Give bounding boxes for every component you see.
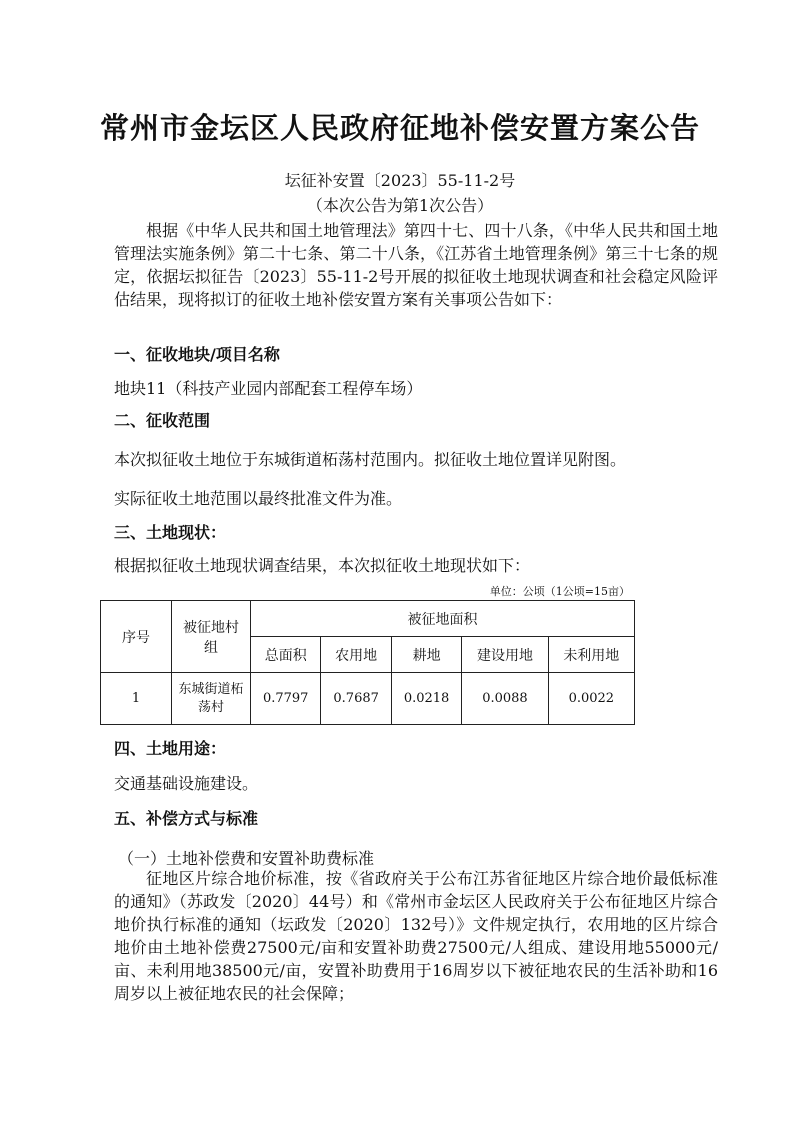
intro-paragraph: 根据《中华人民共和国土地管理法》第四十七、四十八条，《中华人民共和国土地管理法实施条例》第二十七条、第二十八条，《江苏省土地管理条例》第三十七条的规定，依据坛拟征告〔2023〕55-11-2号开展的拟征收土地现状调查和社会稳定风险评估结果，现将拟订的征收土地补偿安置方案有关事项公告如下： [114,221,718,309]
land-area-table [100,600,635,725]
table-unit-note: 单位：公顷（1公顷=15亩） [489,585,630,598]
table-subheader-cultivated: 耕地 [391,637,461,673]
table-row [101,673,635,725]
table-header-area-group: 被征地面积 [251,601,635,637]
section-3-heading: 三、土地现状： [114,523,227,542]
table-cell-unused: 0.0022 [548,673,634,725]
table-subheader-total: 总面积 [251,637,321,673]
table-cell-village: 东城街道柘荡村 [172,673,251,725]
section-3-text: 根据拟征收土地现状调查结果，本次拟征收土地现状如下： [114,556,531,575]
section-5-heading: 五、补偿方式与标准 [114,809,259,828]
table-header-village: 被征地村组 [172,601,251,673]
section-2-heading: 二、征收范围 [114,411,211,430]
table-subheader-construction: 建设用地 [462,637,548,673]
table-cell-cultivated: 0.0218 [391,673,461,725]
page-title: 常州市金坛区人民政府征地补偿安置方案公告 [99,111,700,145]
section-1-text: 地块11（科技产业园内部配套工程停车场） [114,379,423,398]
section-2-text-2: 实际征收土地范围以最终批准文件为准。 [114,489,403,508]
section-4-heading: 四、土地用途： [114,739,227,758]
section-1-heading: 一、征收地块/项目名称 [114,345,280,364]
table-subheader-agricultural: 农用地 [321,637,391,673]
section-2-text-1: 本次拟征收土地位于东城街道柘荡村范围内。拟征收土地位置详见附图。 [114,450,627,469]
table-cell-agricultural: 0.7687 [321,673,391,725]
document-number: 坛征补安置〔2023〕55-11-2号 [284,171,516,190]
table-cell-total: 0.7797 [251,673,321,725]
table-cell-index: 1 [101,673,172,725]
notice-number: （本次公告为第1次公告） [306,196,494,215]
section-4-text: 交通基础设施建设。 [114,774,259,793]
table-subheader-unused: 未利用地 [548,637,634,673]
section-5-paragraph: 征地区片综合地价标准，按《省政府关于公布江苏省征地区片综合地价最低标准的通知》（苏政发〔2020〕44号）和《常州市金坛区人民政府关于公布征地区片综合地价执行标准的通知（坛政发〔2020〕132号）》文件规定执行，农用地的区片综合地价由土地补偿费27500元/亩和安置补助费27500元/人组成、建设用地55000元/亩、未利用地38500元/亩，安置补助费用于16周岁以下被征地农民的生活补助和16周岁以上被征地农民的社会保障； [114,869,718,1003]
table-header-index: 序号 [101,601,172,673]
section-5-subheading: （一）土地补偿费和安置补助费标准 [118,849,375,868]
table-cell-construction: 0.0088 [462,673,548,725]
